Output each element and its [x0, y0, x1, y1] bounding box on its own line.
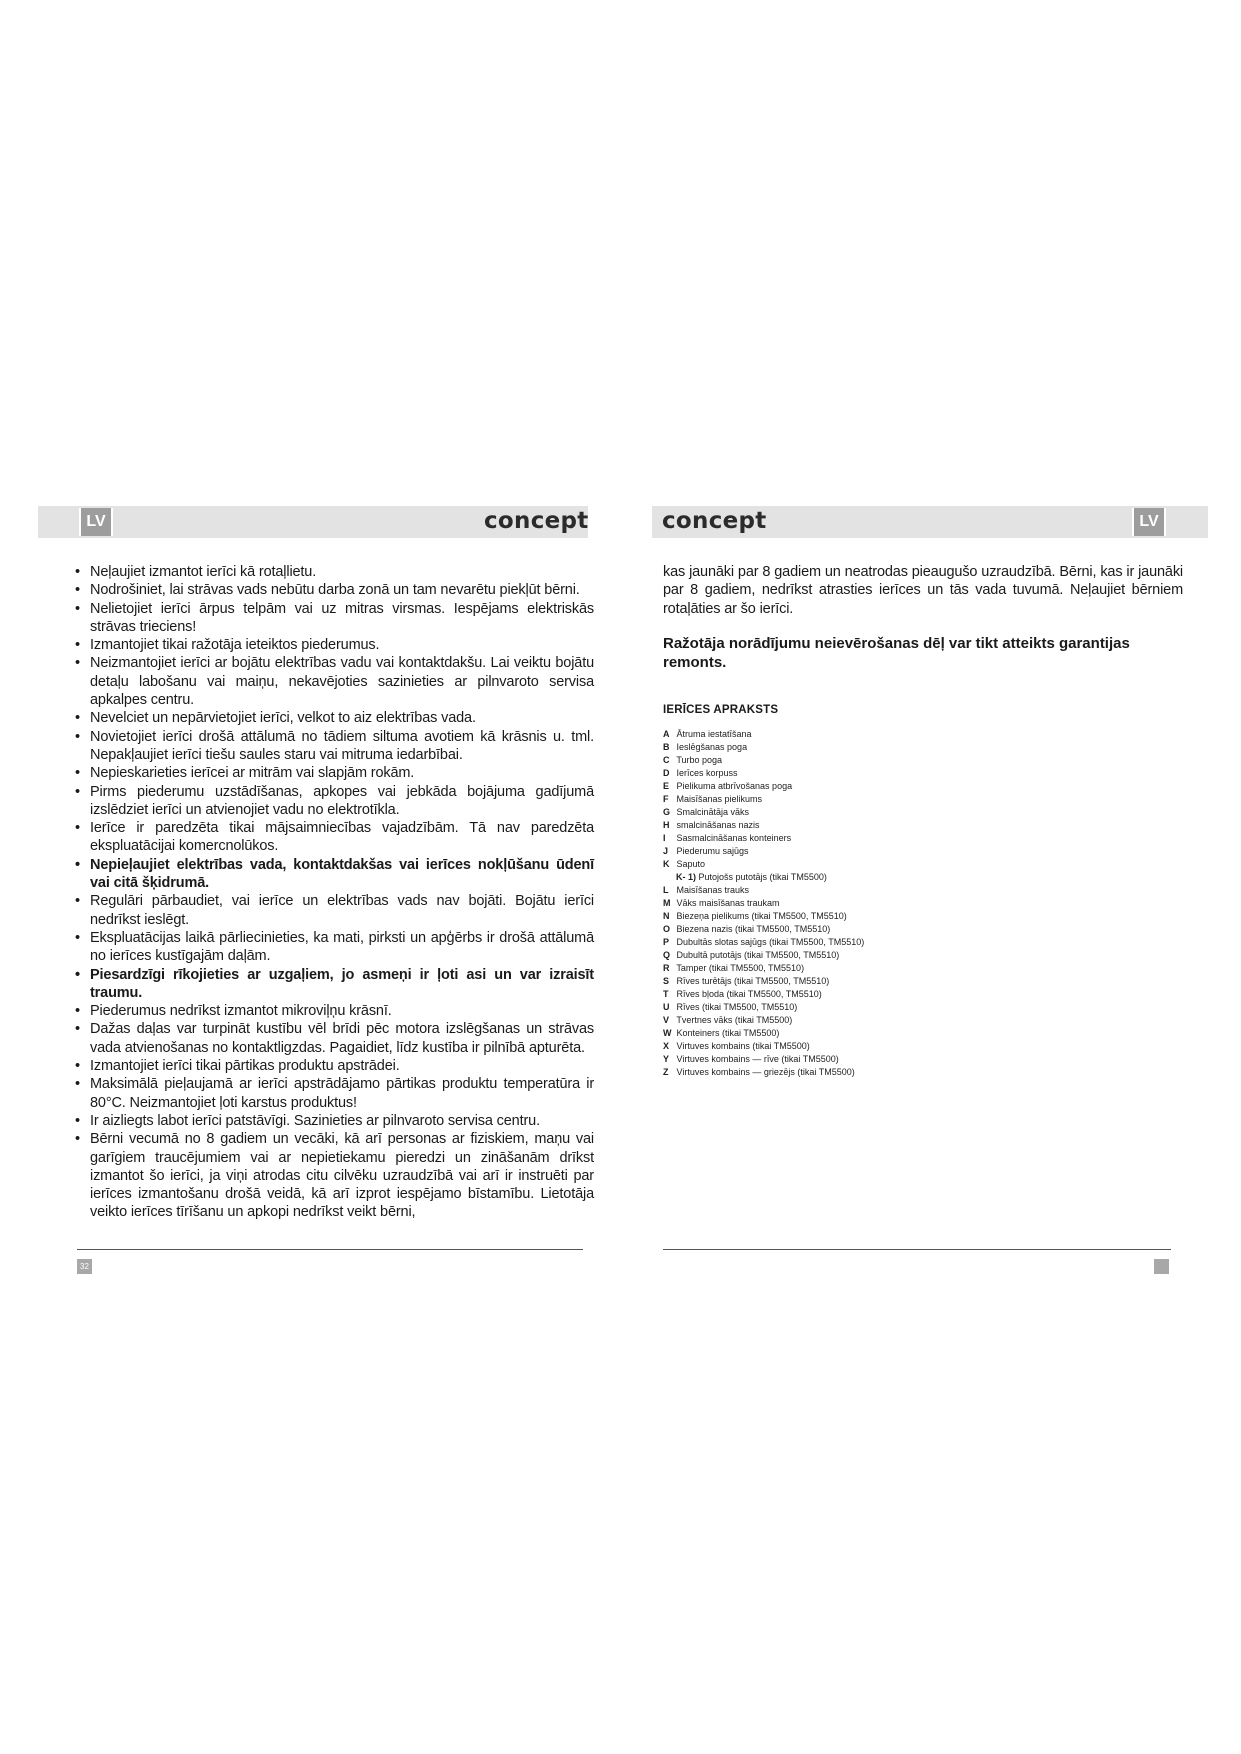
- part-item: [663, 767, 1183, 780]
- part-label: Dubultā putotājs (tikai TM5500, TM5510): [676, 949, 840, 960]
- part-item: [663, 858, 1183, 871]
- safety-rule-item: • Nodrošiniet, lai strāvas vads nebūtu darba zonā un tam nevarētu piekļūt bērni.: [74, 581, 594, 599]
- safety-rule-item: • Neļaujiet izmantot ierīci kā rotaļlietu.: [74, 563, 594, 581]
- part-label: Saputo: [676, 858, 706, 869]
- part-item: [663, 884, 1183, 897]
- brand-logo-right: concept: [662, 508, 767, 534]
- part-label: Piederumu sajūgs: [676, 845, 749, 856]
- part-item: [663, 793, 1183, 806]
- safety-rule-item: • Neizmantojiet ierīci ar bojātu elektrības vadu vai kontaktdakšu. Lai veiktu bojātu detaļu labošanu vai maiņu, nekavējoties sazinieties ar pilnvaroto servisa apkalpes centru.: [74, 654, 594, 709]
- part-label: smalcināšanas nazis: [676, 819, 760, 830]
- part-letter: P: [663, 936, 670, 947]
- part-label: Smalcinātāja vāks: [676, 806, 750, 817]
- part-label: Pielikuma atbrīvošanas poga: [676, 780, 793, 791]
- part-label: Putojošs putotājs (tikai TM5500): [698, 871, 827, 882]
- part-letter: Q: [663, 949, 671, 960]
- part-label: Virtuves kombains — rīve (tikai TM5500): [676, 1053, 839, 1064]
- part-item: [663, 1001, 1183, 1014]
- part-letter: C: [663, 754, 670, 765]
- part-label: Turbo poga: [676, 754, 723, 765]
- part-item: [663, 1040, 1183, 1053]
- part-letter: E: [663, 780, 670, 791]
- part-label: Vāks maisīšanas traukam: [676, 897, 780, 908]
- warranty-warning: Ražotāja norādījumu neievērošanas dēļ var tikt atteikts garantijas remonts.: [663, 634, 1130, 671]
- safety-rule-item: • Dažas daļas var turpināt kustību vēl brīdi pēc motora izslēgšanas un strāvas vada atvienošanas no kontaktligzdas. Pagaidiet, līdz kustība ir pilnībā apturēta.: [74, 1020, 594, 1057]
- part-letter: N: [663, 910, 670, 921]
- part-letter: H: [663, 819, 670, 830]
- part-letter: V: [663, 1014, 670, 1025]
- part-letter: O: [663, 923, 671, 934]
- part-label: Dubultās slotas sajūgs (tikai TM5500, TM5510): [676, 936, 865, 947]
- part-item: [663, 1053, 1183, 1066]
- safety-rule-item: • Nepieļaujiet elektrības vada, kontaktdakšas vai ierīces nokļūšanu ūdenī vai citā šķidrumā.: [74, 856, 594, 893]
- section-title-device-description: IERĪCES APRAKSTS: [663, 703, 779, 716]
- footer-divider-left: [77, 1249, 583, 1250]
- part-letter: L: [663, 884, 669, 895]
- part-label: Virtuves kombains (tikai TM5500): [676, 1040, 810, 1051]
- part-label: Virtuves kombains — griezējs (tikai TM5500): [676, 1066, 855, 1077]
- part-item: [663, 910, 1183, 923]
- part-letter: R: [663, 962, 670, 973]
- part-letter: J: [663, 845, 669, 856]
- part-label: Maisīšanas pielikums: [676, 793, 763, 804]
- safety-rule-item: • Nevelciet un nepārvietojiet ierīci, velkot to aiz elektrības vada.: [74, 709, 594, 727]
- part-letter: D: [663, 767, 670, 778]
- part-item: [663, 845, 1183, 858]
- brand-logo-left: concept: [484, 508, 589, 534]
- language-badge-left: LV: [79, 508, 113, 536]
- safety-rule-item: • Izmantojiet tikai ražotāja ieteiktos piederumus.: [74, 636, 594, 654]
- part-label: Rīves bļoda (tikai TM5500, TM5510): [676, 988, 822, 999]
- part-letter: K- 1): [676, 871, 696, 882]
- part-letter: I: [663, 832, 666, 843]
- right-page-content: [663, 563, 1183, 1079]
- part-item: [663, 832, 1183, 845]
- safety-rule-item: • Izmantojiet ierīci tikai pārtikas produktu apstrādei.: [74, 1057, 594, 1075]
- part-item: [663, 741, 1183, 754]
- part-item: [663, 819, 1183, 832]
- part-item: [663, 962, 1183, 975]
- part-letter: Z: [663, 1066, 669, 1077]
- part-letter: G: [663, 806, 671, 817]
- safety-rule-item: • Regulāri pārbaudiet, vai ierīce un elektrības vads nav bojāti. Bojātu ierīci nedrīkst ieslēgt.: [74, 892, 594, 929]
- safety-rule-item: • Maksimālā pieļaujamā ar ierīci apstrādājamo pārtikas produktu temperatūra ir 80°C. Neizmantojiet ļoti karstus produktus!: [74, 1075, 594, 1112]
- part-item: [663, 754, 1183, 767]
- part-label: Ierīces korpuss: [676, 767, 738, 778]
- part-item: [663, 975, 1183, 988]
- part-item: [663, 923, 1183, 936]
- safety-rules-list: [74, 563, 594, 1222]
- continuation-text: kas jaunāki par 8 gadiem un neatrodas pieaugušo uzraudzībā. Bērni, kas ir jaunāki par 8 gadiem, nedrīkst atrasties ierīces un tās vada tuvumā. Neļaujiet bērniem rotaļāties ar šo ierīci.: [663, 564, 1183, 617]
- footer-divider-right: [663, 1249, 1171, 1250]
- part-letter: U: [663, 1001, 670, 1012]
- part-label: Sasmalcināšanas konteiners: [676, 832, 792, 843]
- part-item: [663, 988, 1183, 1001]
- safety-rule-item: • Piesardzīgi rīkojieties ar uzgaļiem, jo asmeņi ir ļoti asi un var izraisīt traumu.: [74, 966, 594, 1003]
- part-label: Rīves (tikai TM5500, TM5510): [676, 1001, 798, 1012]
- part-letter: A: [663, 728, 670, 739]
- part-item: [663, 780, 1183, 793]
- part-item: [663, 949, 1183, 962]
- part-item: [663, 897, 1183, 910]
- page-number-box-right: [1154, 1259, 1169, 1274]
- part-letter: B: [663, 741, 670, 752]
- part-item: [663, 871, 1183, 884]
- page-number-left: 32: [77, 1259, 92, 1274]
- part-item: [663, 1027, 1183, 1040]
- part-item: [663, 806, 1183, 819]
- part-letter: T: [663, 988, 669, 999]
- safety-rule-item: • Nelietojiet ierīci ārpus telpām vai uz mitras virsmas. Iespējams elektriskās strāvas trieciens!: [74, 600, 594, 637]
- left-page-content: [74, 563, 594, 1222]
- part-letter: F: [663, 793, 669, 804]
- part-label: Tvertnes vāks (tikai TM5500): [676, 1014, 793, 1025]
- part-label: Tamper (tikai TM5500, TM5510): [676, 962, 805, 973]
- parts-list: [663, 728, 1183, 1079]
- part-letter: K: [663, 858, 670, 869]
- part-label: Ieslēgšanas poga: [676, 741, 748, 752]
- part-letter: S: [663, 975, 670, 986]
- part-label: Biezena nazis (tikai TM5500, TM5510): [676, 923, 831, 934]
- part-letter: X: [663, 1040, 670, 1051]
- safety-rule-item: • Nepieskarieties ierīcei ar mitrām vai slapjām rokām.: [74, 764, 594, 782]
- safety-rule-item: • Ierīce ir paredzēta tikai mājsaimniecības vajadzībām. Tā nav paredzēta ekspluatācijai komercnolūkos.: [74, 819, 594, 856]
- part-label: Rīves turētājs (tikai TM5500, TM5510): [676, 975, 830, 986]
- safety-rule-item: • Bērni vecumā no 8 gadiem un vecāki, kā arī personas ar fiziskiem, maņu vai garīgiem traucējumiem vai ar nepietiekamu pieredzi un zināšanām drīkst izmantot šo ierīci, ja viņi atrodas citu cilvēku uzraudzībā vai arī ir instruēti par ierīces izmantošanu drošā veidā, kā arī izprot iespējamo bīstamību. Lietotāja veikto ierīces tīrīšanu un apkopi nedrīkst veikt bērni,: [74, 1130, 594, 1221]
- safety-rule-item: • Ir aizliegts labot ierīci patstāvīgi. Sazinieties ar pilnvaroto servisa centru.: [74, 1112, 594, 1130]
- language-badge-right: LV: [1132, 508, 1166, 536]
- part-item: [663, 936, 1183, 949]
- part-label: Maisīšanas trauks: [676, 884, 750, 895]
- safety-rule-item: • Piederumus nedrīkst izmantot mikroviļņu krāsnī.: [74, 1002, 594, 1020]
- part-label: Ātruma iestatīšana: [676, 728, 752, 739]
- safety-rule-item: • Novietojiet ierīci drošā attālumā no tādiem siltuma avotiem kā krāsnis u. tml. Nepakļaujiet ierīci tiešu saules staru vai mitruma iedarbībai.: [74, 728, 594, 765]
- part-item: [663, 1014, 1183, 1027]
- part-label: Konteiners (tikai TM5500): [676, 1027, 780, 1038]
- part-item: [663, 1066, 1183, 1079]
- safety-rule-item: • Ekspluatācijas laikā pārliecinieties, ka mati, pirksti un apģērbs ir drošā attālumā no ierīces kustīgajām daļām.: [74, 929, 594, 966]
- part-item: [663, 728, 1183, 741]
- part-letter: W: [663, 1027, 672, 1038]
- safety-rule-item: • Pirms piederumu uzstādīšanas, apkopes vai jebkāda bojājuma gadījumā izslēdziet ierīci un atvienojiet vadu no elektrotīkla.: [74, 783, 594, 820]
- part-label: Biezeņa pielikums (tikai TM5500, TM5510): [676, 910, 847, 921]
- part-letter: Y: [663, 1053, 670, 1064]
- part-letter: M: [663, 897, 671, 908]
